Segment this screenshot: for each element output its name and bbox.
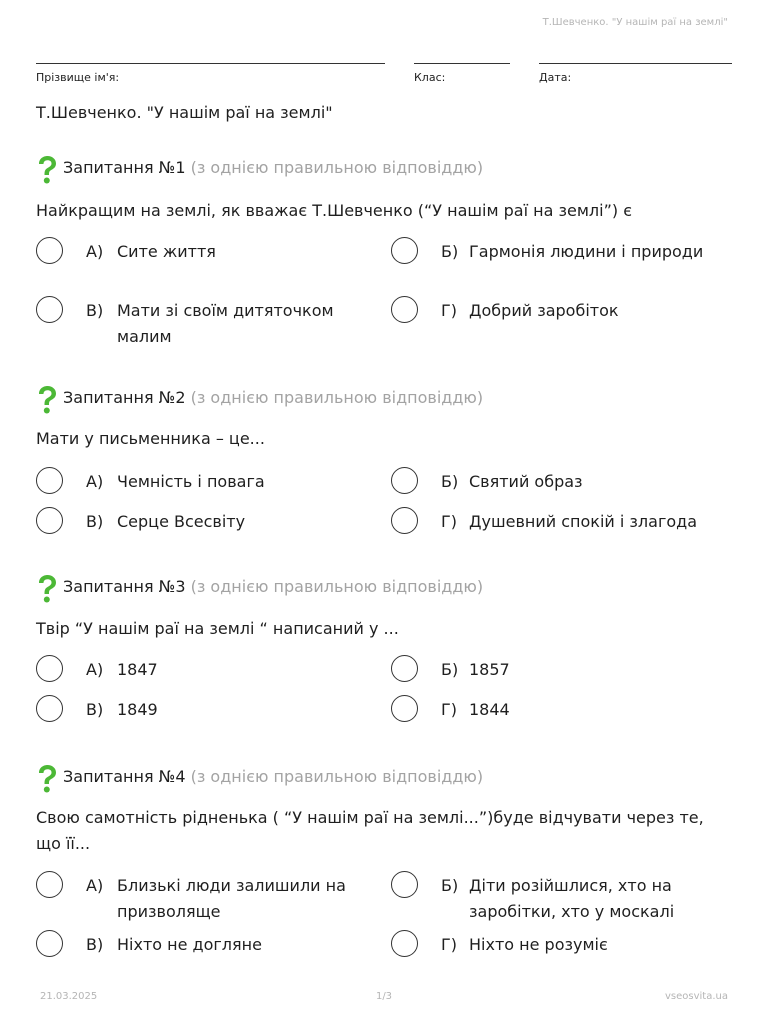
radio-circle-icon[interactable] — [391, 695, 418, 722]
student-fields — [36, 63, 732, 93]
question-number: Запитання №1 — [63, 158, 186, 177]
question-heading — [36, 766, 732, 796]
option-text: Ніхто не розуміє — [469, 935, 608, 954]
radio-circle-icon[interactable] — [391, 655, 418, 682]
option-letter: В) — [86, 700, 104, 719]
option-text: Близькі люди залишили на призволяще — [117, 876, 346, 921]
question-text: Свою самотність рідненька ( “У нашім раї на землі...”)буде відчувати через те, що її... — [36, 808, 704, 853]
option-text: Діти розійшлися, хто на заробітки, хто у москалі — [469, 876, 675, 921]
option-text: Ніхто не догляне — [117, 935, 262, 954]
class-field-label: Клас: — [414, 71, 446, 84]
option-text: Серце Всесвіту — [117, 512, 246, 531]
class-field[interactable] — [414, 63, 510, 84]
option-text: Душевний спокій і злагода — [469, 512, 697, 531]
question-heading — [36, 387, 732, 417]
radio-circle-icon[interactable] — [36, 930, 63, 957]
question-hint: (з однією правильною відповіддю) — [190, 767, 484, 786]
option-text: 1857 — [469, 660, 510, 679]
option-letter: Б) — [441, 660, 459, 679]
option-letter: Г) — [441, 512, 457, 531]
option-letter: В) — [86, 512, 104, 531]
option-letter: Г) — [441, 935, 457, 954]
question-text: Твір “У нашім раї на землі “ написаний у ... — [36, 619, 399, 638]
document-title: Т.Шевченко. "У нашім раї на землі" — [36, 103, 333, 122]
question-mark-icon — [36, 574, 58, 604]
question-4 — [36, 766, 732, 954]
option-letter: Б) — [441, 242, 459, 261]
running-header: Т.Шевченко. "У нашім раї на землі" — [542, 17, 728, 28]
option-letter: А) — [86, 660, 104, 679]
question-hint: (з однією правильною відповіддю) — [190, 388, 484, 407]
question-heading — [36, 576, 732, 606]
question-hint: (з однією правильною відповіддю) — [190, 158, 484, 177]
radio-circle-icon[interactable] — [391, 507, 418, 534]
class-field-line — [414, 63, 510, 64]
name-field-label: Прізвище ім'я: — [36, 71, 120, 84]
radio-circle-icon[interactable] — [36, 507, 63, 534]
date-field-line — [539, 63, 732, 64]
option-letter: А) — [86, 242, 104, 261]
option-letter: В) — [86, 935, 104, 954]
option-letter: Б) — [441, 876, 459, 895]
radio-circle-icon[interactable] — [391, 930, 418, 957]
option-text: 1844 — [469, 700, 510, 719]
option-text: Мати зі своїм дитяточком малим — [117, 301, 334, 346]
radio-circle-icon[interactable] — [391, 467, 418, 494]
option-text: Гармонія людини і природи — [469, 242, 704, 261]
radio-circle-icon[interactable] — [36, 695, 63, 722]
name-field[interactable] — [36, 63, 385, 84]
option-letter: А) — [86, 472, 104, 491]
question-1 — [36, 157, 732, 346]
option-text: Сите життя — [117, 242, 216, 261]
option-text: 1847 — [117, 660, 158, 679]
option-text: Добрий заробіток — [469, 301, 619, 320]
date-field[interactable] — [539, 63, 732, 84]
radio-circle-icon[interactable] — [36, 296, 63, 323]
option-letter: В) — [86, 301, 104, 320]
radio-circle-icon[interactable] — [391, 296, 418, 323]
radio-circle-icon[interactable] — [391, 871, 418, 898]
question-text: Мати у письменника – це... — [36, 429, 265, 448]
option-text: Чемність і повага — [117, 472, 265, 491]
date-field-label: Дата: — [539, 71, 572, 84]
option-letter: Б) — [441, 472, 459, 491]
question-heading — [36, 157, 732, 187]
radio-circle-icon[interactable] — [36, 237, 63, 264]
question-number: Запитання №3 — [63, 577, 186, 596]
question-number: Запитання №2 — [63, 388, 186, 407]
radio-circle-icon[interactable] — [36, 871, 63, 898]
question-text: Найкращим на землі, як вважає Т.Шевченко (“У нашім раї на землі”) є — [36, 201, 632, 220]
question-2 — [36, 387, 732, 531]
question-mark-icon — [36, 385, 58, 415]
page-number: 1/3 — [375, 991, 393, 1002]
radio-circle-icon[interactable] — [36, 467, 63, 494]
question-mark-icon — [36, 764, 58, 794]
option-text: 1849 — [117, 700, 158, 719]
question-3 — [36, 576, 732, 719]
name-field-line — [36, 63, 385, 64]
option-text: Святий образ — [469, 472, 583, 491]
question-number: Запитання №4 — [63, 767, 186, 786]
radio-circle-icon[interactable] — [36, 655, 63, 682]
option-letter: Г) — [441, 301, 457, 320]
question-mark-icon — [36, 155, 58, 185]
question-hint: (з однією правильною відповіддю) — [190, 577, 484, 596]
radio-circle-icon[interactable] — [391, 237, 418, 264]
footer-site[interactable]: vseosvita.ua — [665, 991, 728, 1002]
option-letter: Г) — [441, 700, 457, 719]
footer-date: 21.03.2025 — [40, 991, 98, 1002]
option-letter: А) — [86, 876, 104, 895]
